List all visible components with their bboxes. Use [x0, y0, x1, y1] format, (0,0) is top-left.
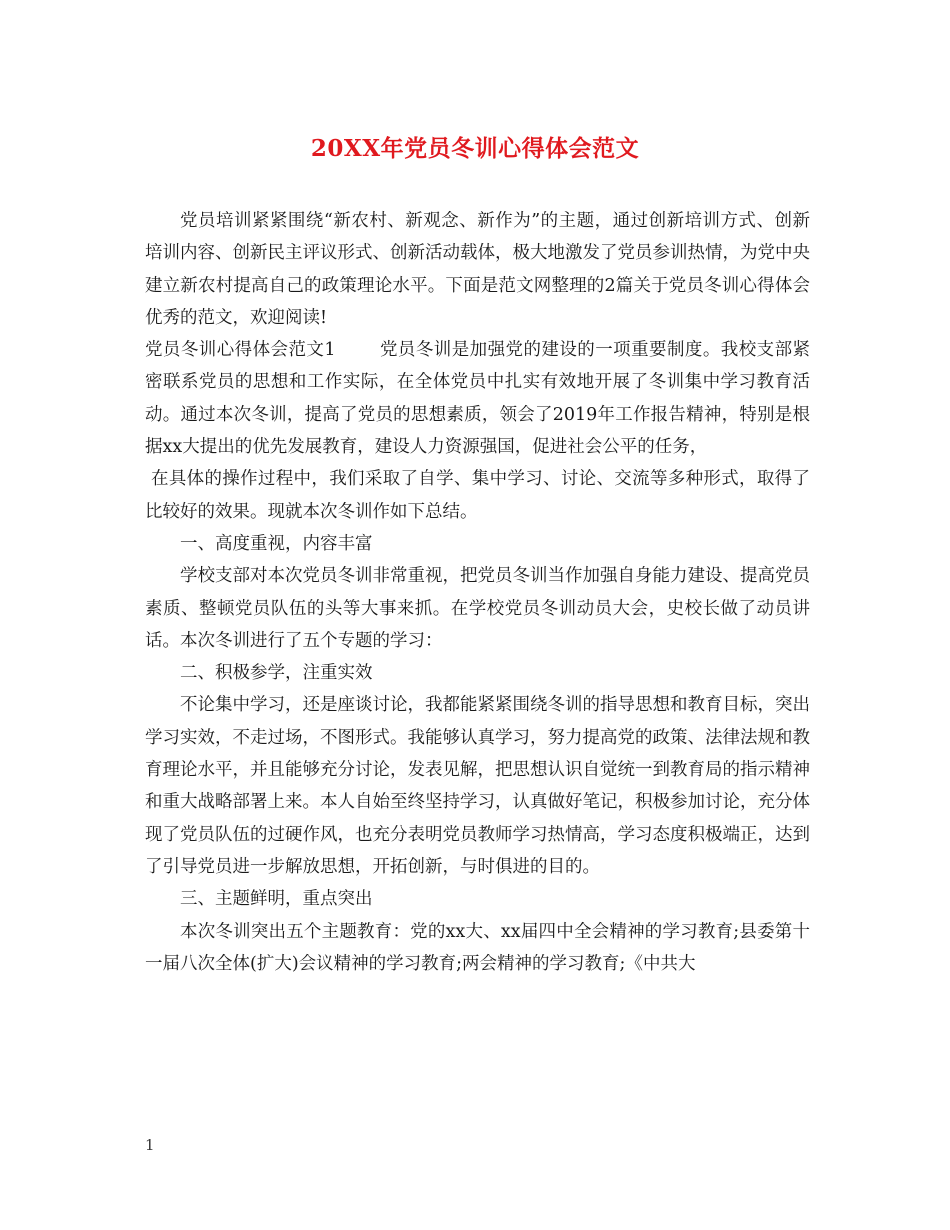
essay1-paragraph [145, 334, 810, 463]
section-paragraph-2: 不论集中学习，还是座谈讨论，我都能紧紧围绕冬训的指导思想和教育目标，突出学习实效，不走过场，不图形式。我能够认真学习，努力提高党的政策、法律法规和教育理论水平，并且能够充分讨论，发表见解，把思想认识自觉统一到教育局的指示精神和重大战略部署上来。本人自始至终坚持学习，认真做好笔记，积极参加讨论，充分体现了党员队伍的过硬作风，也充分表明党员教师学习热情高，学习态度积极端正，达到了引导党员进一步解放思想，开拓创新，与时俱进的目的。 [145, 695, 810, 877]
essay1-label: 党员冬训心得体会范文1 [145, 340, 336, 361]
essay1-text: 党员冬训是加强党的建设的一项重要制度。我校支部紧密联系党员的思想和工作实际，在全体党员中扎实有效地开展了冬训集中学习教育活动。通过本次冬训，提高了党员的思想素质，领会了2019年工作报告精神，特别是根据xx大提出的优先发展教育，建设人力资源强国，促进社会公平的任务， [145, 340, 811, 458]
section-paragraph-3: 本次冬训突出五个主题教育：党的xx大、xx届四中全会精神的学习教育;县委第十一届八次全体(扩大)会议精神的学习教育;两会精神的学习教育;《中共大 [145, 921, 810, 974]
essay1-continuation: 在具体的操作过程中，我们采取了自学、集中学习、讨论、交流等多种形式，取得了比较好的效果。现就本次冬训作如下总结。 [145, 469, 810, 522]
page-number: 1 [145, 1136, 155, 1154]
document-title: 20XX年党员冬训心得体会范文 [310, 135, 640, 162]
section-heading-2: 二、积极参学，注重实效 [180, 663, 373, 684]
section-heading-3: 三、主题鲜明，重点突出 [180, 889, 373, 910]
document-body [145, 205, 810, 980]
intro-paragraph: 党员培训紧紧围绕“新农村、新观念、新作为”的主题，通过创新培训方式、创新培训内容、创新民主评议形式、创新活动载体，极大地激发了党员参训热情，为党中央建立新农村提高自己的政策理论水平。下面是范文网整理的2篇关于党员冬训心得体会优秀的范文，欢迎阅读! [145, 211, 810, 328]
section-heading-1: 一、高度重视，内容丰富 [180, 533, 373, 554]
section-paragraph-1: 学校支部对本次党员冬训非常重视，把党员冬训当作加强自身能力建设、提高党员素质、整顿党员队伍的头等大事来抓。在学校党员冬训动员大会，史校长做了动员讲话。本次冬训进行了五个专题的学习： [145, 566, 810, 651]
